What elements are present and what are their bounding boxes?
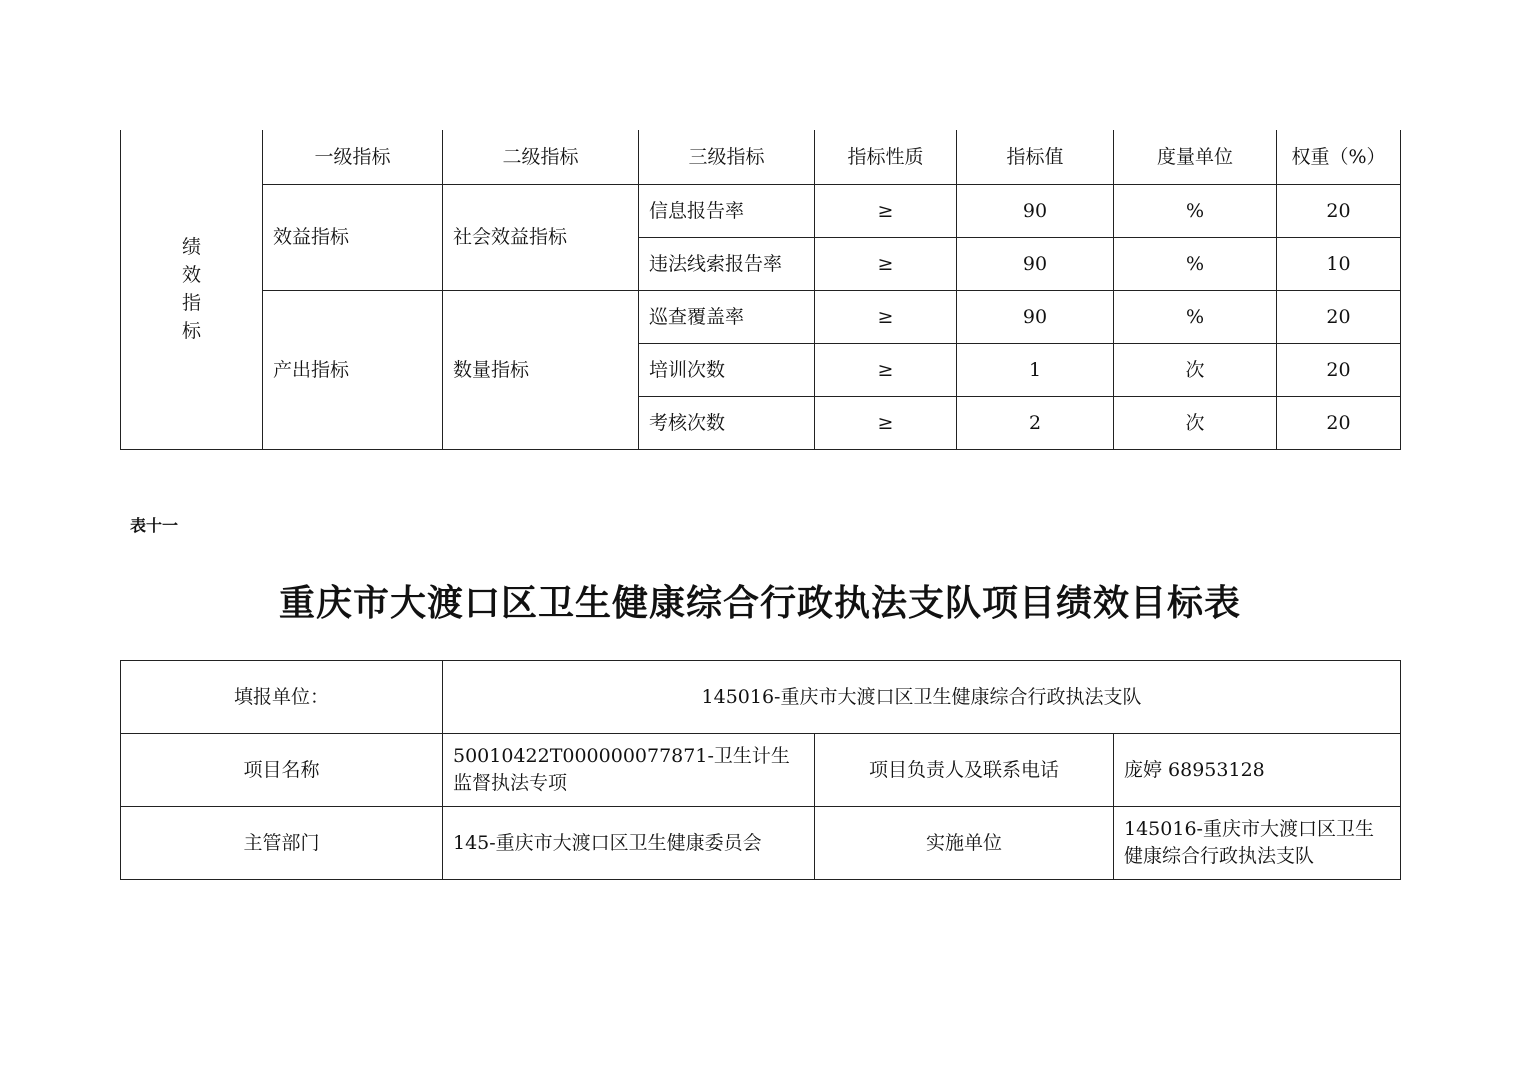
table-number-label: 表十一: [130, 516, 179, 535]
header-level3: 三级指标: [639, 130, 815, 184]
level3-cell: 违法线索报告率: [639, 237, 815, 290]
weight-cell: 20: [1277, 343, 1401, 396]
table-row: [121, 807, 1401, 880]
nature-cell: ≥: [815, 396, 957, 449]
level2-cell: 数量指标: [443, 290, 639, 449]
project-info-table: [120, 660, 1401, 880]
value-cell: 2: [957, 396, 1114, 449]
weight-cell: 20: [1277, 396, 1401, 449]
level1-cell: 产出指标: [263, 290, 443, 449]
table-row: [121, 734, 1401, 807]
project-name-label: 项目名称: [121, 734, 443, 807]
level2-cell: 社会效益指标: [443, 184, 639, 290]
nature-cell: ≥: [815, 237, 957, 290]
value-cell: 90: [957, 290, 1114, 343]
unit-cell: %: [1114, 237, 1277, 290]
unit-cell: %: [1114, 290, 1277, 343]
header-unit: 度量单位: [1114, 130, 1277, 184]
contact-label: 项目负责人及联系电话: [815, 734, 1114, 807]
header-level1: 一级指标: [263, 130, 443, 184]
level3-cell: 信息报告率: [639, 184, 815, 237]
unit-cell: %: [1114, 184, 1277, 237]
unit-cell: 次: [1114, 343, 1277, 396]
value-cell: 90: [957, 184, 1114, 237]
nature-cell: ≥: [815, 290, 957, 343]
level3-cell: 考核次数: [639, 396, 815, 449]
level1-cell: 效益指标: [263, 184, 443, 290]
header-value: 指标值: [957, 130, 1114, 184]
nature-cell: ≥: [815, 343, 957, 396]
header-level2: 二级指标: [443, 130, 639, 184]
department-label: 主管部门: [121, 807, 443, 880]
nature-cell: ≥: [815, 184, 957, 237]
unit-cell: 次: [1114, 396, 1277, 449]
header-weight: 权重（%）: [1277, 130, 1401, 184]
header-nature: 指标性质: [815, 130, 957, 184]
contact-value: 庞婷 68953128: [1114, 734, 1401, 807]
value-cell: 90: [957, 237, 1114, 290]
weight-cell: 10: [1277, 237, 1401, 290]
performance-indicator-table: [120, 130, 1401, 450]
project-name-value: 50010422T000000077871-卫生计生监督执法专项: [443, 734, 815, 807]
reporting-unit-value: 145016-重庆市大渡口区卫生健康综合行政执法支队: [443, 661, 1401, 734]
reporting-unit-label: 填报单位：: [121, 661, 443, 734]
department-value: 145-重庆市大渡口区卫生健康委员会: [443, 807, 815, 880]
performance-indicators-side-label: 绩效指标: [121, 130, 263, 449]
table-row: [121, 290, 1401, 343]
page-title: 重庆市大渡口区卫生健康综合行政执法支队项目绩效目标表: [278, 583, 1241, 624]
header-row: [121, 130, 1401, 184]
weight-cell: 20: [1277, 184, 1401, 237]
implementing-unit-value: 145016-重庆市大渡口区卫生健康综合行政执法支队: [1114, 807, 1401, 880]
implementing-unit-label: 实施单位: [815, 807, 1114, 880]
value-cell: 1: [957, 343, 1114, 396]
level3-cell: 培训次数: [639, 343, 815, 396]
level3-cell: 巡查覆盖率: [639, 290, 815, 343]
table-row: [121, 661, 1401, 734]
table-row: [121, 184, 1401, 237]
weight-cell: 20: [1277, 290, 1401, 343]
